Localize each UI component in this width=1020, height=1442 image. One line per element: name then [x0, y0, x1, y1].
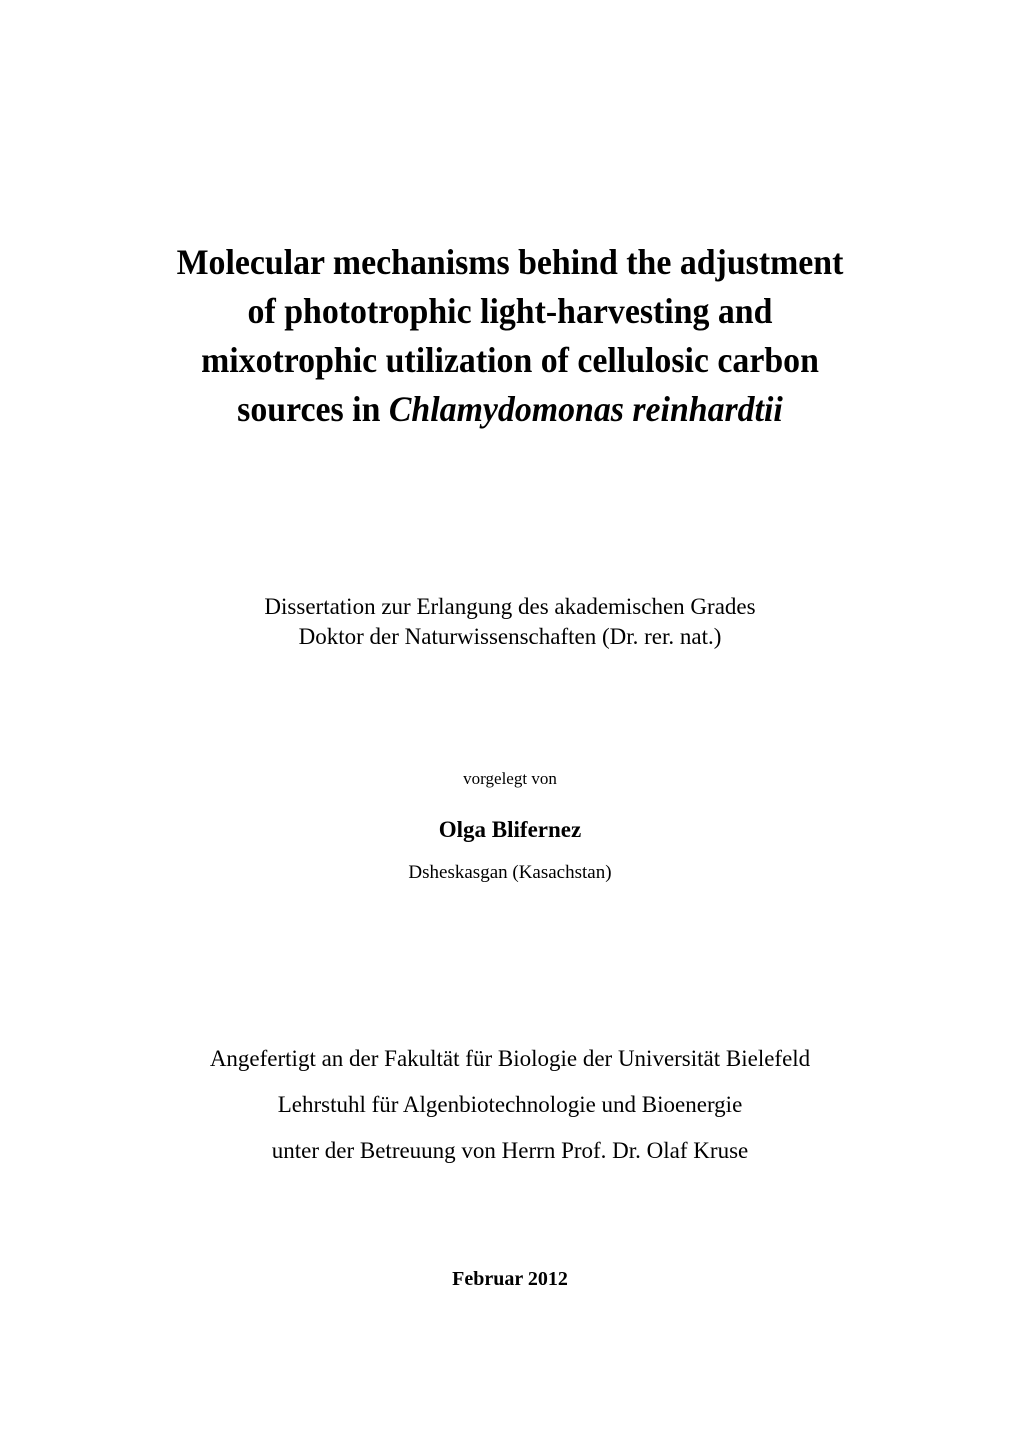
- thesis-title: [87, 238, 933, 434]
- title-line-4-prefix: sources in: [237, 389, 389, 429]
- author-origin: Dsheskasgan (Kasachstan): [408, 862, 612, 883]
- submission-date: Februar 2012: [452, 1268, 568, 1290]
- presented-by-label: vorgelegt von: [463, 769, 557, 788]
- title-line-1: Molecular mechanisms behind the adjustment: [176, 242, 844, 282]
- author-name: Olga Blifernez: [438, 817, 582, 842]
- species-name: Chlamydomonas reinhardtii: [388, 389, 783, 429]
- degree-statement-line-1: Dissertation zur Erlangung des akademischen Grades: [264, 594, 756, 619]
- degree-statement-line-2: Doktor der Naturwissenschaften (Dr. rer. nat.): [298, 624, 722, 649]
- institution-block: [60, 1036, 960, 1174]
- title-line-3: mixotrophic utilization of cellulosic carbon: [201, 340, 819, 380]
- institution-line-1: Angefertigt an der Fakultät für Biologie der Universität Bielefeld: [209, 1046, 811, 1071]
- institution-line-3: unter der Betreuung von Herrn Prof. Dr. Olaf Kruse: [271, 1138, 749, 1163]
- title-line-2: of phototrophic light-harvesting and: [247, 291, 773, 331]
- degree-statement: [60, 592, 960, 652]
- institution-line-2: Lehrstuhl für Algenbiotechnologie und Bioenergie: [277, 1092, 743, 1117]
- title-line-4: [87, 385, 933, 434]
